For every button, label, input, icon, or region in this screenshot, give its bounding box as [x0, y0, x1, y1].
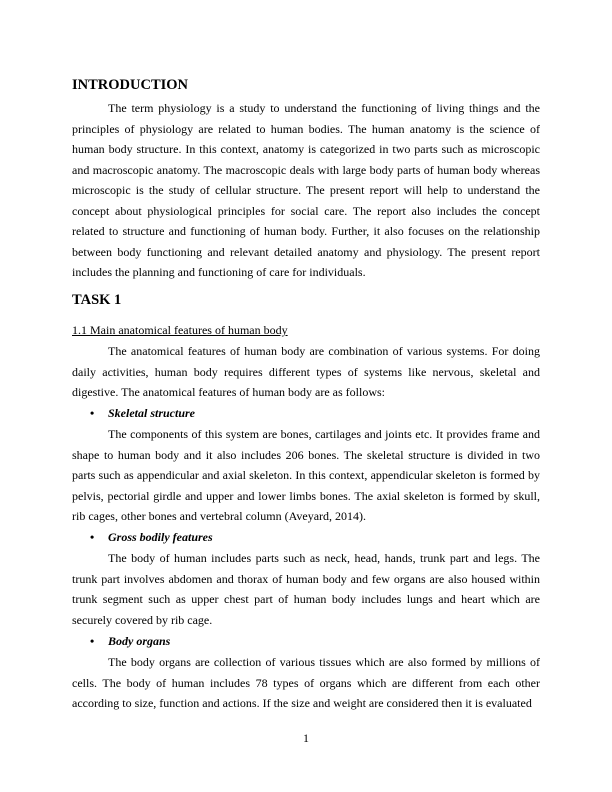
bullet-title: Gross bodily features: [108, 530, 213, 544]
bullet-title: Body organs: [108, 634, 171, 648]
bullet-dot: •: [90, 406, 95, 420]
body-organs-paragraph: The body organs are collection of various tissues which are also formed by millions of cells. The body of human includes 78 types of organs which are different from each other according to size, function and actions. If the size and weight are considered then it is evaluated: [72, 655, 540, 710]
page-number: 1: [303, 731, 309, 745]
gross-bodily-features-paragraph: The body of human includes parts such as neck, head, hands, trunk part and legs. The trunk part involves abdomen and thorax of human body and few organs are also housed within trunk segment such as upper chest part of human body includes lungs and heart which are securely covered by rib cage.: [72, 551, 540, 627]
bullet-body-organs: [90, 634, 170, 649]
bullet-dot: •: [90, 634, 95, 648]
task1-heading: TASK 1: [72, 292, 122, 308]
bullet-gross-bodily-features: [90, 530, 213, 545]
bullet-title: Skeletal structure: [108, 406, 196, 420]
section-1-1-subheading: 1.1 Main anatomical features of human body: [72, 323, 288, 337]
introduction-heading: INTRODUCTION: [72, 77, 189, 93]
introduction-paragraph: The term physiology is a study to understand the functioning of living things and the principles of physiology are related to human bodies. The human anatomy is the science of human body structure. In this context, anatomy is categorized in two parts such as microscopic and macroscopic anatomy. The macroscopic deals with large body parts of human body whereas microscopic is the study of cellular structure. The present report will help to understand the concept about physiological principles for social care. The report also includes the concept related to structure and functioning of human body. Further, it also focuses on the relationship between body functioning and relevant detailed anatomy and physiology. The present report includes the planning and functioning of care for individuals.: [72, 101, 540, 279]
skeletal-structure-paragraph: The components of this system are bones, cartilages and joints etc. It provides frame and shape to human body and it also includes 206 bones. The skeletal structure is divided in two parts such as appendicular and axial skeleton. In this context, appendicular skeleton is formed by pelvis, pectorial girdle and upper and lower limbs bones. The axial skeleton is formed by skull, rib cages, other bones and vertebral column (Aveyard, 2014).: [72, 427, 540, 523]
task1-intro-paragraph: The anatomical features of human body are combination of various systems. For doing daily activities, human body requires different types of systems like nervous, skeletal and digestive. The anatomical features of human body are as follows:: [72, 344, 540, 399]
bullet-skeletal-structure: [90, 406, 195, 421]
bullet-dot: •: [90, 530, 95, 544]
